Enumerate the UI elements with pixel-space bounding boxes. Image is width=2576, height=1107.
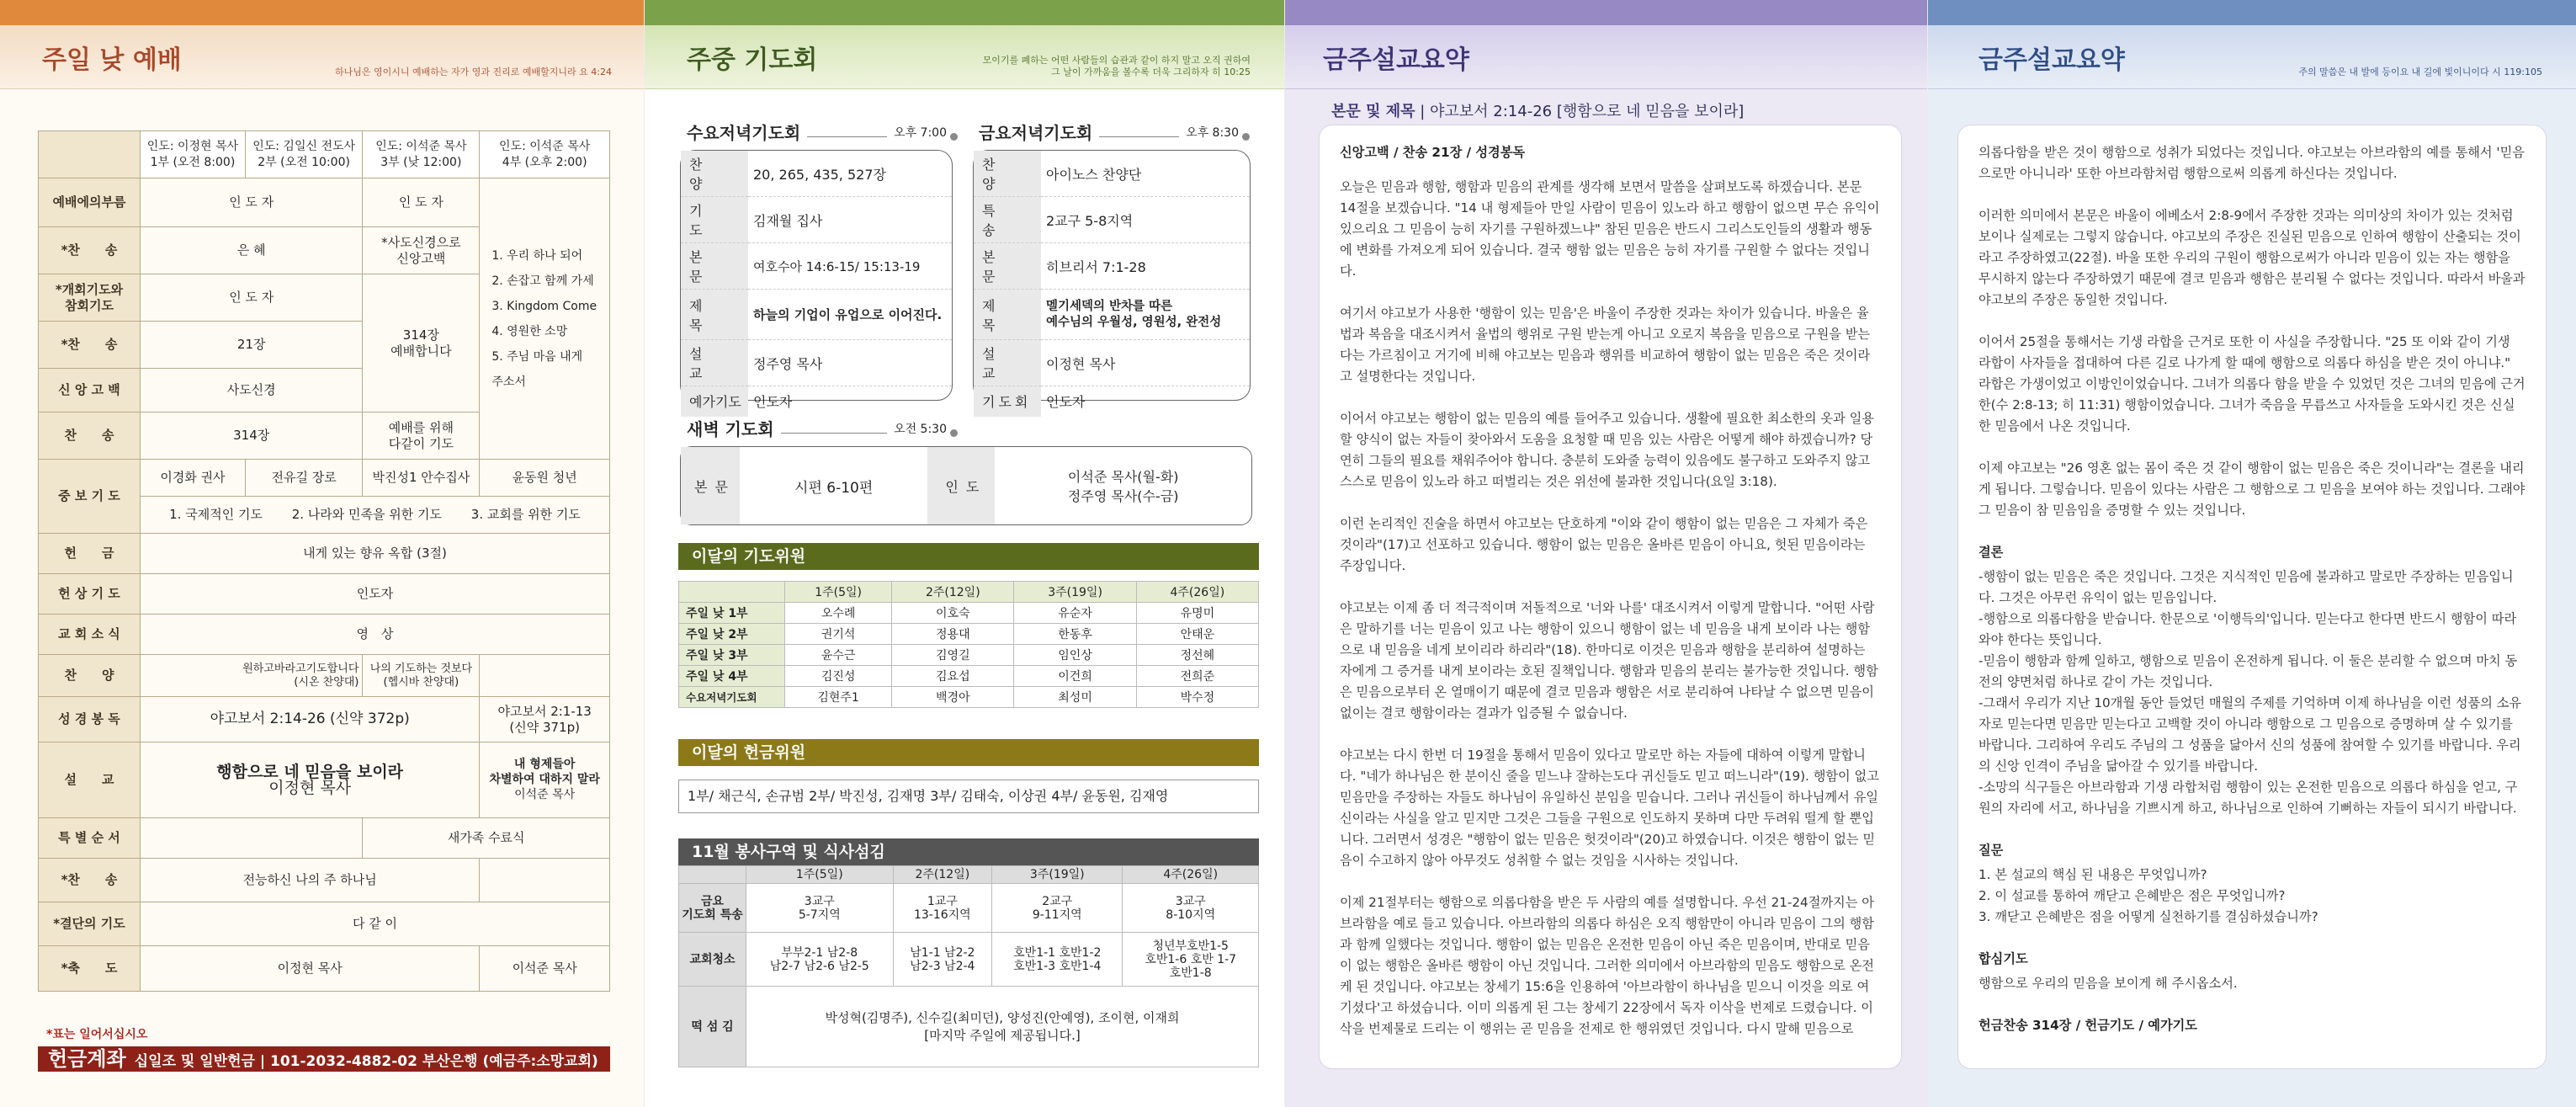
- table-header: [679, 866, 746, 884]
- topic-item: 1. 국제적인 기도: [169, 507, 263, 522]
- dawn-prayer-table: [681, 447, 1251, 524]
- header-verse: 주의 말씀은 내 발에 등이요 내 길에 빛이니이다 시 119:105: [2298, 67, 2542, 77]
- question-item: 3. 깨닫고 은혜받은 점을 어떻게 실천하기를 결심하셨습니까?: [1978, 909, 2318, 924]
- sermon-preacher: 이정현 목사: [268, 778, 352, 797]
- cell: 임인상: [1014, 645, 1136, 666]
- row-value: 새가족 수료식: [363, 818, 610, 859]
- sermon-paragraph: 이러한 의미에서 본문은 바울이 에베소서 2:8-9에서 주장한 것과는 의미상의 차이가 있는 것처럼 보이나 실제로는 그렇지 않습니다. 야고보의 주장은 진실된 믿음으로 인하여 행함이 산출되는 것이라고 주장하였고(22절). 바울 또한 우리의 구원이 행함으로써가 아니라 믿음이 있는 자는 행함을 무시하지 않는다 주장하였기 때문에 결코 믿음과 행함은 분리될 수 없다는 것입니다. 따라서 바울과 야고보의 주장은 동일한 것입니다.: [1978, 208, 2526, 307]
- sermon-text-box: [1957, 125, 2547, 1069]
- field-value: 인도자: [1046, 394, 1086, 411]
- wed-prayer-table: [681, 151, 952, 417]
- sermon-paragraph: 야고보는 다시 한번 더 19절을 통해서 믿음이 있다고 말로만 하는 자들에 대하여 이렇게 말합니다. "네가 하나님은 한 분이신 줄을 믿느냐 잘하는도다 귀신들도 믿고 떠느니라"(19). 행함이 없고 믿음만을 주장하는 자들도 하나님이 유일하신 분임을 믿습니다. 그러나 귀신들이 하나님께서 유일신이라는 사실을 알고 믿지만 그것은 그들을 구원으로 인도하지 못하며 다만 두려워 떨게 할 뿐입니다. 그러면서 성경은 "행함이 없는 믿음은 헛것이라"(20)고 하였습니다. 이것은 행함이 없는 믿음이 수고하지 않아 아무것도 성취할 수 없는 것임을 시사하는 것입니다.: [1340, 748, 1879, 868]
- sermon-paragraph: 야고보는 이제 좀 더 적극적이며 저돌적으로 '너와 나를' 대조시켜서 이렇게 말합니다. "어떤 사람은 말하기를 너는 믿음이 있고 나는 행함이 있으니 행함이 없는 네 믿음을 내게 보이라 나는 행함으로 내 믿음을 네게 보이리라 하리라"(18). 한마디로 이것은 믿음과 행함을 분리하여 설명하는 자에게 그 증거를 내게 보이라는 호된 질책입니다. 행함과 믿음의 분리는 불가능한 것입니다. 행함은 믿음으로부터 온 열매이기 때문에 결코 믿음과 행함은 서로 분리하여 나타날 수 없으면 믿음이 없이는 결코 행함이라는 결과가 입증될 수 없습니다.: [1340, 600, 1878, 721]
- cell: 호반1-1 호반1-2 호반1-3 호반1-4: [992, 933, 1123, 987]
- row-label: *찬 송: [39, 322, 141, 369]
- empty-cell: [480, 655, 610, 697]
- cell: 김현주1: [785, 687, 892, 708]
- page-title: 주중 기도회: [687, 45, 818, 75]
- sermon-paragraph: 이어서 25절을 통해서는 기생 라합을 근거로 또한 이 사실을 주장합니다. "25 또 이와 같이 기생 라합이 사자들을 접대하여 다른 길로 나가게 할 때에 행함으로 의롭다 하심을 받은 것이 아니냐." 라합은 가생이었고 이방인이었습니다. 그녀가 의롭다 함을 받을 수 있었던 것은 그녀의 믿음에 근거한(수 2:8-13; 히 11:31) 행함이었습니다. 그녀가 죽음을 무릅쓰고 사자들을 도와시킨 것은 신실한 믿음에서 나온 것입니다.: [1978, 334, 2526, 434]
- bullet-dot-icon: [950, 429, 958, 437]
- cell: 안태운: [1136, 624, 1258, 645]
- fri-prayer-table: [974, 151, 1250, 417]
- question-item: 2. 이 설교를 통하여 깨닫고 은혜받은 점은 무엇입니까?: [1978, 888, 2286, 903]
- page-header: [0, 25, 644, 89]
- sermon-paragraph: 이제 야고보는 "26 영혼 없는 몸이 죽은 것 같이 행함이 없는 믿음은 죽은 것이니라"는 결론을 내리게 됩니다. 그렇습니다. 믿음이 있다는 사람은 그 행함으로 그 믿음을 보여야 하는 것입니다. 그래야 그 믿음이 참 믿음임을 증명할 수 있는 것입니다.: [1978, 460, 2526, 518]
- table-row: [679, 603, 1259, 624]
- row-value: 인 도 자: [363, 178, 480, 227]
- row-label: 주일 낮 1부: [679, 603, 785, 624]
- wed-section-title: [687, 120, 958, 144]
- row-label: 찬 송: [39, 412, 141, 460]
- intercessor-name: 박진성1 안수집사: [363, 460, 480, 497]
- row-label: 떡 섬 김: [679, 987, 746, 1067]
- dawn-section-title: [687, 416, 958, 440]
- scripture-and-title: 본문 및 제목 | 야고보서 2:14-26 [행함으로 네 믿음을 보이라]: [1331, 103, 1745, 120]
- cell: 권기석: [785, 624, 892, 645]
- field-value: 멜기세덱의 반차를 따른 예수님의 우월성, 영원성, 완전성: [1041, 290, 1250, 340]
- divider: [781, 433, 887, 434]
- field-label: 제 목: [681, 290, 748, 340]
- table-header: 3주(19일): [1014, 582, 1136, 603]
- page-header: [1285, 25, 1927, 89]
- list-item: 5. 주님 마음 내게 주소서: [491, 349, 583, 389]
- row-value: 야고보서 2:14-26 (신약 372p): [141, 697, 480, 742]
- cell: 김요섭: [892, 666, 1014, 687]
- table-row: [679, 687, 1259, 708]
- table-header: 4주(26일): [1136, 582, 1258, 603]
- intercession-topics: [141, 497, 610, 534]
- divider: [807, 136, 887, 137]
- cell: 전희준: [1136, 666, 1258, 687]
- field-value: 히브리서 7:1-28: [1041, 243, 1250, 290]
- empty-cell: [480, 859, 610, 902]
- scripture-reference: 야고보서 2:14-26 [행함으로 네 믿음을 보이라]: [1430, 103, 1745, 120]
- sermon-paragraph: 이런 논리적인 진술을 하면서 야고보는 단호하게 "이와 같이 행함이 없는 믿음은 그 자체가 죽은 것이라"(17)고 선포하고 있습니다. 행함이 없는 믿음은 올바른 믿음이 아니요, 헛된 믿음이라는 주장입니다.: [1340, 516, 1868, 573]
- row-value: 사도신경: [141, 369, 363, 412]
- row-value: 인도자: [141, 574, 610, 615]
- table-row: [679, 933, 1259, 987]
- row-label: 주일 낮 4부: [679, 666, 785, 687]
- table-header: 2주(12일): [893, 866, 992, 884]
- field-label: 기 도: [681, 197, 748, 243]
- sermon-cell: [480, 742, 610, 818]
- table-header: 1주(5일): [785, 582, 892, 603]
- row-label: 신 앙 고 백: [39, 369, 141, 412]
- sermon-paragraph: 의롭다함을 받은 것이 행함으로 성취가 되었다는 것입니다. 야고보는 아브라함의 예를 통해서 '믿음으로만 아니니라' 또한 아브라함처럼 행함으로써 의롭게 하신다는 것입니다.: [1978, 145, 2525, 181]
- conclusion-heading: 결론: [1978, 545, 2004, 560]
- cell: 오수례: [785, 603, 892, 624]
- field-label: 설 교: [974, 340, 1041, 386]
- field-label: 설 교: [681, 340, 748, 386]
- row-value: 나의 기도하는 것보다 (헵시바 찬양대): [363, 655, 480, 697]
- intercessor-name: 이경화 권사: [141, 460, 246, 497]
- service-1-header: 인도: 이정현 목사 1부 (오전 8:00): [141, 131, 246, 178]
- field-value: 정주영 목사: [748, 340, 952, 386]
- sermon-title: 행함으로 네 믿음을 보이라: [216, 762, 404, 781]
- service-area-heading: 11월 봉사구역 및 식사섬김: [678, 838, 1259, 865]
- row-label: 찬 양: [39, 655, 141, 697]
- table-row: [679, 987, 1259, 1067]
- worship-order-line: 신앙고백 / 찬송 21장 / 성경봉독: [1340, 145, 1526, 160]
- table-header: 3주(19일): [992, 866, 1123, 884]
- page-title: 금주설교요약: [1978, 45, 2125, 75]
- sermon-paragraph: 오늘은 믿음과 행함, 행함과 믿음의 관계를 생각해 보면서 말씀을 살펴보도록 하겠습니다. 본문 14절을 보겠습니다. "14 내 형제들아 만일 사람이 믿음이 있노라 하고 행함이 없으면 무슨 유익이 있으리요 그 믿음이 능히 자기를 구원하겠느냐" 참된 믿음은 반드시 그리스도인들의 생활과 행동에 변화를 가져오게 되어 있습니다. 결국 행함 없는 믿음은 능히 자기를 구원할 수 없다는 것입니다.: [1340, 179, 1880, 279]
- section-time: 오후 7:00: [894, 125, 947, 140]
- row-value: 예배를 위해 다같이 기도: [363, 412, 480, 460]
- table-header: [679, 582, 785, 603]
- cell: 박수정: [1136, 687, 1258, 708]
- sermon-cell: [141, 742, 480, 818]
- weekday-prayer-page: [645, 0, 1284, 1107]
- row-label: *결단의 기도: [39, 902, 141, 946]
- row-label: 주일 낮 2부: [679, 624, 785, 645]
- sermon-paragraph: 여기서 야고보가 사용한 '행함이 있는 믿음'은 바울이 주장한 것과는 차이가 있습니다. 바울은 율법과 복음을 대조시켜서 율법의 행위로 구원 받는게 아니고 오로지 복음을 믿음으로 구원을 받는다는 가르침이고 거기에 비해 야고보는 믿음과 행위를 비교하여 행함이 없는 믿음은 죽은 것이라고 설명한다는 것입니다.: [1340, 306, 1871, 384]
- table-row: [679, 645, 1259, 666]
- row-value: 이석준 목사: [480, 946, 610, 992]
- page-header: [1928, 25, 2576, 89]
- page-title: 주일 낮 예배: [42, 45, 182, 75]
- row-value: 원하고바라고기도합니다 (시온 찬양대): [141, 655, 363, 697]
- section-time: 오후 8:30: [1186, 125, 1239, 140]
- row-label: *개회기도와 참회기도: [39, 274, 141, 322]
- row-value: 야고보서 2:1-13 (신약 371p): [480, 697, 610, 742]
- praise-song-list: [480, 178, 610, 460]
- field-label: 특 송: [974, 197, 1041, 243]
- page-title: 금주설교요약: [1323, 45, 1469, 75]
- cell: 최성미: [1014, 687, 1136, 708]
- row-value: 내게 있는 향유 옥합 (3절): [141, 534, 610, 574]
- empty-cell: [141, 818, 363, 859]
- cell: 정용대: [892, 624, 1014, 645]
- cell: 유명미: [1136, 603, 1258, 624]
- sermon-preacher: 이석준 목사: [514, 788, 576, 801]
- section-heading: 새벽 기도회: [687, 419, 774, 439]
- cell: 청년부호반1-5 호반1-6 호반 1-7 호반1-8: [1123, 933, 1259, 987]
- row-label: 예배에의부름: [39, 178, 141, 227]
- cell: 3교구 5-7지역: [746, 884, 894, 933]
- field-value: 하늘의 기업이 유업으로 이어진다.: [748, 290, 952, 340]
- sermon-summary-page-1: [1285, 0, 1927, 1107]
- field-value: 아이노스 찬양단: [1041, 151, 1250, 197]
- prayer-committee-table: [678, 581, 1259, 708]
- table-row: [679, 666, 1259, 687]
- wed-prayer-box: [680, 150, 953, 411]
- cell: 3교구 8-10지역: [1123, 884, 1259, 933]
- row-label: 헌 금: [39, 534, 141, 574]
- offering-committee-heading: 이달의 헌금위원: [678, 739, 1259, 766]
- intercessor-name: 전유길 장로: [245, 460, 363, 497]
- list-item: 3. Kingdom Come: [491, 299, 598, 313]
- sermon-paragraph: 이어서 야고보는 행함이 없는 믿음의 예를 들어주고 있습니다. 생활에 필요한 최소한의 옷과 일용할 양식이 없는 자들이 찾아와서 도움을 요청할 때 믿음 있는 사람은 어떻게 해야 하겠습니까? 당연히 그들의 필요를 채워주어야 합니다. 충분히 도와줄 능력이 있음에도 불구하고 도와주지 않고 스스로 믿음이 있노라 하고 떠벌리는 것은 위선에 불과한 것입니다(요일 3:18).: [1340, 411, 1874, 489]
- field-label: 본 문: [681, 243, 748, 290]
- scripture-label: 본문 및 제목: [1331, 103, 1415, 120]
- field-label: 기도회: [974, 386, 1041, 417]
- cell: 이호숙: [892, 603, 1014, 624]
- field-label: 본 문: [681, 447, 740, 524]
- row-value: 314장 예배합니다: [363, 274, 480, 412]
- cell: 부부2-1 남2-8 남2-7 남2-6 남2-5: [746, 933, 894, 987]
- row-value: 이정현 목사: [141, 946, 480, 992]
- offering-committee-list: 1부/ 채근식, 손규범 2부/ 박진성, 김재명 3부/ 김태숙, 이상권 4부/ 윤동원, 김재영: [678, 780, 1259, 813]
- field-value: 20, 265, 435, 527장: [748, 151, 952, 197]
- row-label: 중 보 기 도: [39, 460, 141, 534]
- list-item: 4. 영원한 소망: [491, 324, 568, 338]
- group-prayer-heading: 합심기도: [1978, 951, 2028, 966]
- service-3-header: 인도: 이석준 목사 3부 (낮 12:00): [363, 131, 480, 178]
- cell: 2교구 9-11지역: [992, 884, 1123, 933]
- row-label: 수요저녁기도회: [679, 687, 785, 708]
- row-label: 교회청소: [679, 933, 746, 987]
- header-verse: 하나님은 영이시니 예배하는 자가 영과 진리로 예배할지니라 요 4:24: [335, 67, 612, 77]
- row-value: 은 혜: [141, 227, 363, 274]
- cell: 정선혜: [1136, 645, 1258, 666]
- row-value: 314장: [141, 412, 363, 460]
- topic-item: 3. 교회를 위한 기도: [470, 507, 581, 522]
- cell: 윤수근: [785, 645, 892, 666]
- conclusion-item: -그래서 우리가 지난 10개월 동안 들었던 매월의 주제를 기억하며 이제 하나님을 이런 성품의 소유자로 믿는다면 믿음만 믿는다고 고백할 것이 아니라 행함으로 그 믿음으로 증명하며 살 수 있기를 바랍니다. 그리하여 우리도 주님의 그 성품을 닮아서 신의 성품에 참여할 수 있기를 바랍니다. 우리의 신앙 인격이 주님을 닮아갈 수 있기를 바랍니다.: [1978, 695, 2522, 774]
- sermon-paragraph: 이제 21절부터는 행함으로 의롭다함을 받은 두 사람의 예를 설명합니다. 우선 21-24절까지는 아브라함을 예로 들고 있습니다. 아브라함의 의롭다 하심은 오직 행함만이 아니라 믿음이 그의 행함과 함께 일했다는 것입니다. 행함이 없는 믿음은 온전한 믿음이 아닌 죽은 믿음이며, 반대로 믿음이 없는 행함은 올바른 행함이 아닌 것입니다. 그러한 의미에서 아브라함의 믿음도 행함으로 온전케 된 것입니다. 야고보는 창세기 15:6을 인용하여 '아브라함이 하나님을 믿으니 이것을 의로 여기셨다'고 하셨습니다. 이미 의롭게 된 그는 창세기 22장에서 독자 이삭을 번제로 드렸습니다. 이삭을 번제물로 드리는 이 행위는 곧 믿음을 전제로 한 행위였던 것입니다. 다시 말해 믿음으로: [1340, 895, 1874, 1036]
- row-value: 21장: [141, 322, 363, 369]
- page-top-bar: [1285, 0, 1927, 25]
- row-value: 영 상: [141, 615, 610, 655]
- sermon-text-box: [1319, 125, 1902, 1069]
- row-label: 헌 상 기 도: [39, 574, 141, 615]
- group-prayer-text: 행함으로 우리의 믿음을 보이게 해 주시옵소서.: [1978, 976, 2238, 991]
- page-top-bar: [0, 0, 644, 25]
- row-value: 인 도 자: [141, 178, 363, 227]
- account-label: 헌금계좌: [48, 1047, 126, 1071]
- table-row: [679, 884, 1259, 933]
- field-label: 찬 양: [681, 151, 748, 197]
- field-value: 이정현 목사: [1041, 340, 1250, 386]
- section-time: 오전 5:30: [894, 422, 947, 436]
- cell: 1교구 13-16지역: [893, 884, 992, 933]
- conclusion-item: -행함으로 의롭다함을 받습니다. 한문으로 '이행득의'입니다. 믿는다고 한다면 반드시 행함이 따라와야 한다는 뜻입니다.: [1978, 611, 2517, 647]
- offering-account-bar: [38, 1046, 610, 1072]
- field-value: 인도자: [753, 394, 793, 411]
- section-heading: 금요저녁기도회: [979, 123, 1093, 143]
- header-verse: 모이기를 폐하는 어떤 사람들의 습관과 같이 하지 말고 오직 권하여 그 날이 가까움을 볼수록 더욱 그리하자 히 10:25: [982, 55, 1251, 77]
- row-label: 주일 낮 3부: [679, 645, 785, 666]
- standing-note: *표는 일어서십시오: [46, 1028, 148, 1041]
- topic-item: 2. 나라와 민족을 위한 기도: [291, 507, 443, 522]
- field-label: 인 도: [927, 447, 995, 524]
- field-label: 제 목: [974, 290, 1041, 340]
- page-top-bar: [1928, 0, 2576, 25]
- row-label: *찬 송: [39, 227, 141, 274]
- row-label: *축 도: [39, 946, 141, 992]
- cell: 남1-1 남2-2 남2-3 남2-4: [893, 933, 992, 987]
- page-header: [645, 25, 1284, 89]
- row-label: *찬 송: [39, 859, 141, 902]
- row-value: *사도신경으로 신앙고백: [363, 227, 480, 274]
- sermon-title: 내 형제들아 차별하여 대하지 말라: [489, 758, 600, 786]
- table-header: 2주(12일): [892, 582, 1014, 603]
- service-area-table: [678, 865, 1259, 1067]
- sermon-summary-page-2: [1928, 0, 2576, 1107]
- field-value: 김재월 집사: [748, 197, 952, 243]
- table-corner: [39, 131, 141, 178]
- sunday-worship-page: [0, 0, 644, 1107]
- field-value: 2교구 5-8지역: [1041, 197, 1250, 243]
- field-value: 이석준 목사(월-화) 정주영 목사(수-금): [1067, 469, 1179, 504]
- table-row: [679, 624, 1259, 645]
- questions-heading: 질문: [1978, 843, 2004, 858]
- closing-order-line: 헌금찬송 314장 / 헌금기도 / 예가기도: [1978, 1018, 2197, 1033]
- cell: 유순자: [1014, 603, 1136, 624]
- worship-order-table: [38, 130, 610, 992]
- service-4-header: 인도: 이석준 목사 4부 (오후 2:00): [480, 131, 610, 178]
- table-header: 1주(5일): [746, 866, 894, 884]
- question-item: 1. 본 설교의 핵심 된 내용은 무엇입니까?: [1978, 867, 2207, 882]
- prayer-committee-heading: 이달의 기도위원: [678, 543, 1259, 570]
- field-value: 시편 6-10편: [794, 479, 874, 497]
- row-value: 전능하신 나의 주 하나님: [141, 859, 480, 902]
- divider: [1099, 136, 1179, 137]
- section-heading: 수요저녁기도회: [687, 123, 801, 143]
- conclusion-item: -소망의 식구들은 아브라함과 기생 라합처럼 행함이 있는 온전한 믿음으로 의롭다 하심을 얻고, 구원의 자리에 서고, 하나님을 기쁘시게 하고, 하나님으로 인하여 기뻐하는 자들이 되시기 바랍니다.: [1978, 780, 2518, 816]
- row-value: 인 도 자: [141, 274, 363, 322]
- row-label: 설 교: [39, 742, 141, 818]
- field-label: 본 문: [974, 243, 1041, 290]
- bullet-dot-icon: [1242, 133, 1250, 141]
- row-label: 교 회 소 식: [39, 615, 141, 655]
- service-2-header: 인도: 김일신 전도사 2부 (오전 10:00): [245, 131, 363, 178]
- bullet-dot-icon: [950, 133, 958, 141]
- cell: 한동후: [1014, 624, 1136, 645]
- cell: 김진성: [785, 666, 892, 687]
- row-label: 금요 기도회 특송: [679, 884, 746, 933]
- page-top-bar: [645, 0, 1284, 25]
- intercessor-name: 윤동원 청년: [480, 460, 610, 497]
- field-label: 예가기도: [681, 386, 748, 417]
- row-label: 특 별 순 서: [39, 818, 141, 859]
- field-value: 여호수아 14:6-15/ 15:13-19: [748, 243, 952, 290]
- dawn-prayer-box: [680, 446, 1252, 525]
- fri-section-title: [979, 120, 1250, 144]
- row-value: 다 같 이: [141, 902, 610, 946]
- list-item: 2. 손잡고 함께 가세: [491, 274, 594, 288]
- list-item: 1. 우리 하나 되어: [491, 248, 583, 263]
- conclusion-item: -믿음이 행함과 함께 일하고, 행함으로 믿음이 온전하게 됩니다. 이 둘은 분리할 수 없으며 마치 동전의 양면처럼 하나로 같이 가는 것입니다.: [1978, 653, 2518, 689]
- field-label: 찬 양: [974, 151, 1041, 197]
- cell: 백경아: [892, 687, 1014, 708]
- cell: 이건희: [1014, 666, 1136, 687]
- table-header: 4주(26일): [1123, 866, 1259, 884]
- meal-service-cell: 박성혁(김명주), 신수길(최미던), 양성진(안예영), 조이현, 이재희 [마지막 주일에 제공됩니다.]: [746, 987, 1259, 1067]
- conclusion-item: -행함이 없는 믿음은 죽은 것입니다. 그것은 지식적인 믿음에 불과하고 말로만 주장하는 믿음입니다. 그것은 아무런 유익이 없는 믿음입니다.: [1978, 569, 2514, 605]
- row-label: 성 경 봉 독: [39, 697, 141, 742]
- fri-prayer-box: [973, 150, 1251, 411]
- account-info: 십일조 및 일반헌금 | 101-2032-4882-02 부산은행 (예금주:소망교회): [134, 1053, 598, 1070]
- cell: 김영길: [892, 645, 1014, 666]
